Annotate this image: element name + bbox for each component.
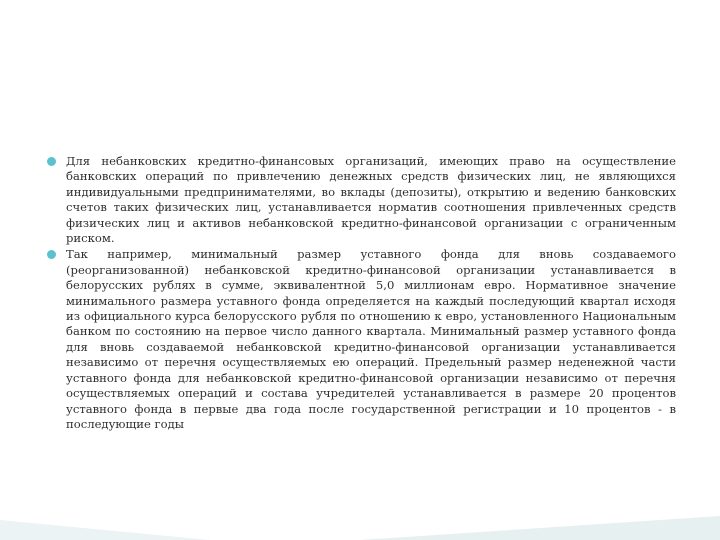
bullet-item — [46, 154, 676, 246]
bullet-dot-icon — [47, 250, 56, 259]
bullet-text: Так например, минимальный размер уставного фонда для вновь создаваемого (реорганизованной) небанковской кредитно-финансовой организации устанавливается в белорусских рублях в сумме, эквивалентной 5,0 миллионам евро. Нормативное значение минимального размера уставного фонда определяется на каждый последующий квартал исходя из официального курса белорусского рубля по отношению к евро, установленного Национальным банком по состоянию на первое число данного квартала. Минимальный размер уставного фонда для вновь создаваемой небанковской кредитно-финансовой организации устанавливается независимо от перечня осуществляемых ею операций. Предельный размер неденежной части уставного фонда для небанковской кредитно-финансовой организации независимо от перечня осуществляемых операций и состава учредителей устанавливается в размере 20 процентов уставного фонда в первые два года после государственной регистрации и 10 процентов - в последующие годы — [66, 247, 676, 431]
decorative-corner-right — [360, 516, 720, 540]
bullet-dot-icon — [47, 157, 56, 166]
bullet-list — [46, 154, 676, 432]
bullet-text: Для небанковских кредитно-финансовых организаций, имеющих право на осуществление банковских операций по привлечению денежных средств физических лиц, не являющихся индивидуальными предпринимателями, во вклады (депозиты), открытию и ведению банковских счетов таких физических лиц, устанавливается норматив соотношения привлеченных средств физических лиц и активов небанковской кредитно-финансовой организации с ограниченным риском. — [66, 154, 676, 246]
slide-content — [46, 154, 676, 466]
decorative-corner-left — [0, 520, 210, 540]
bullet-item — [46, 247, 676, 432]
